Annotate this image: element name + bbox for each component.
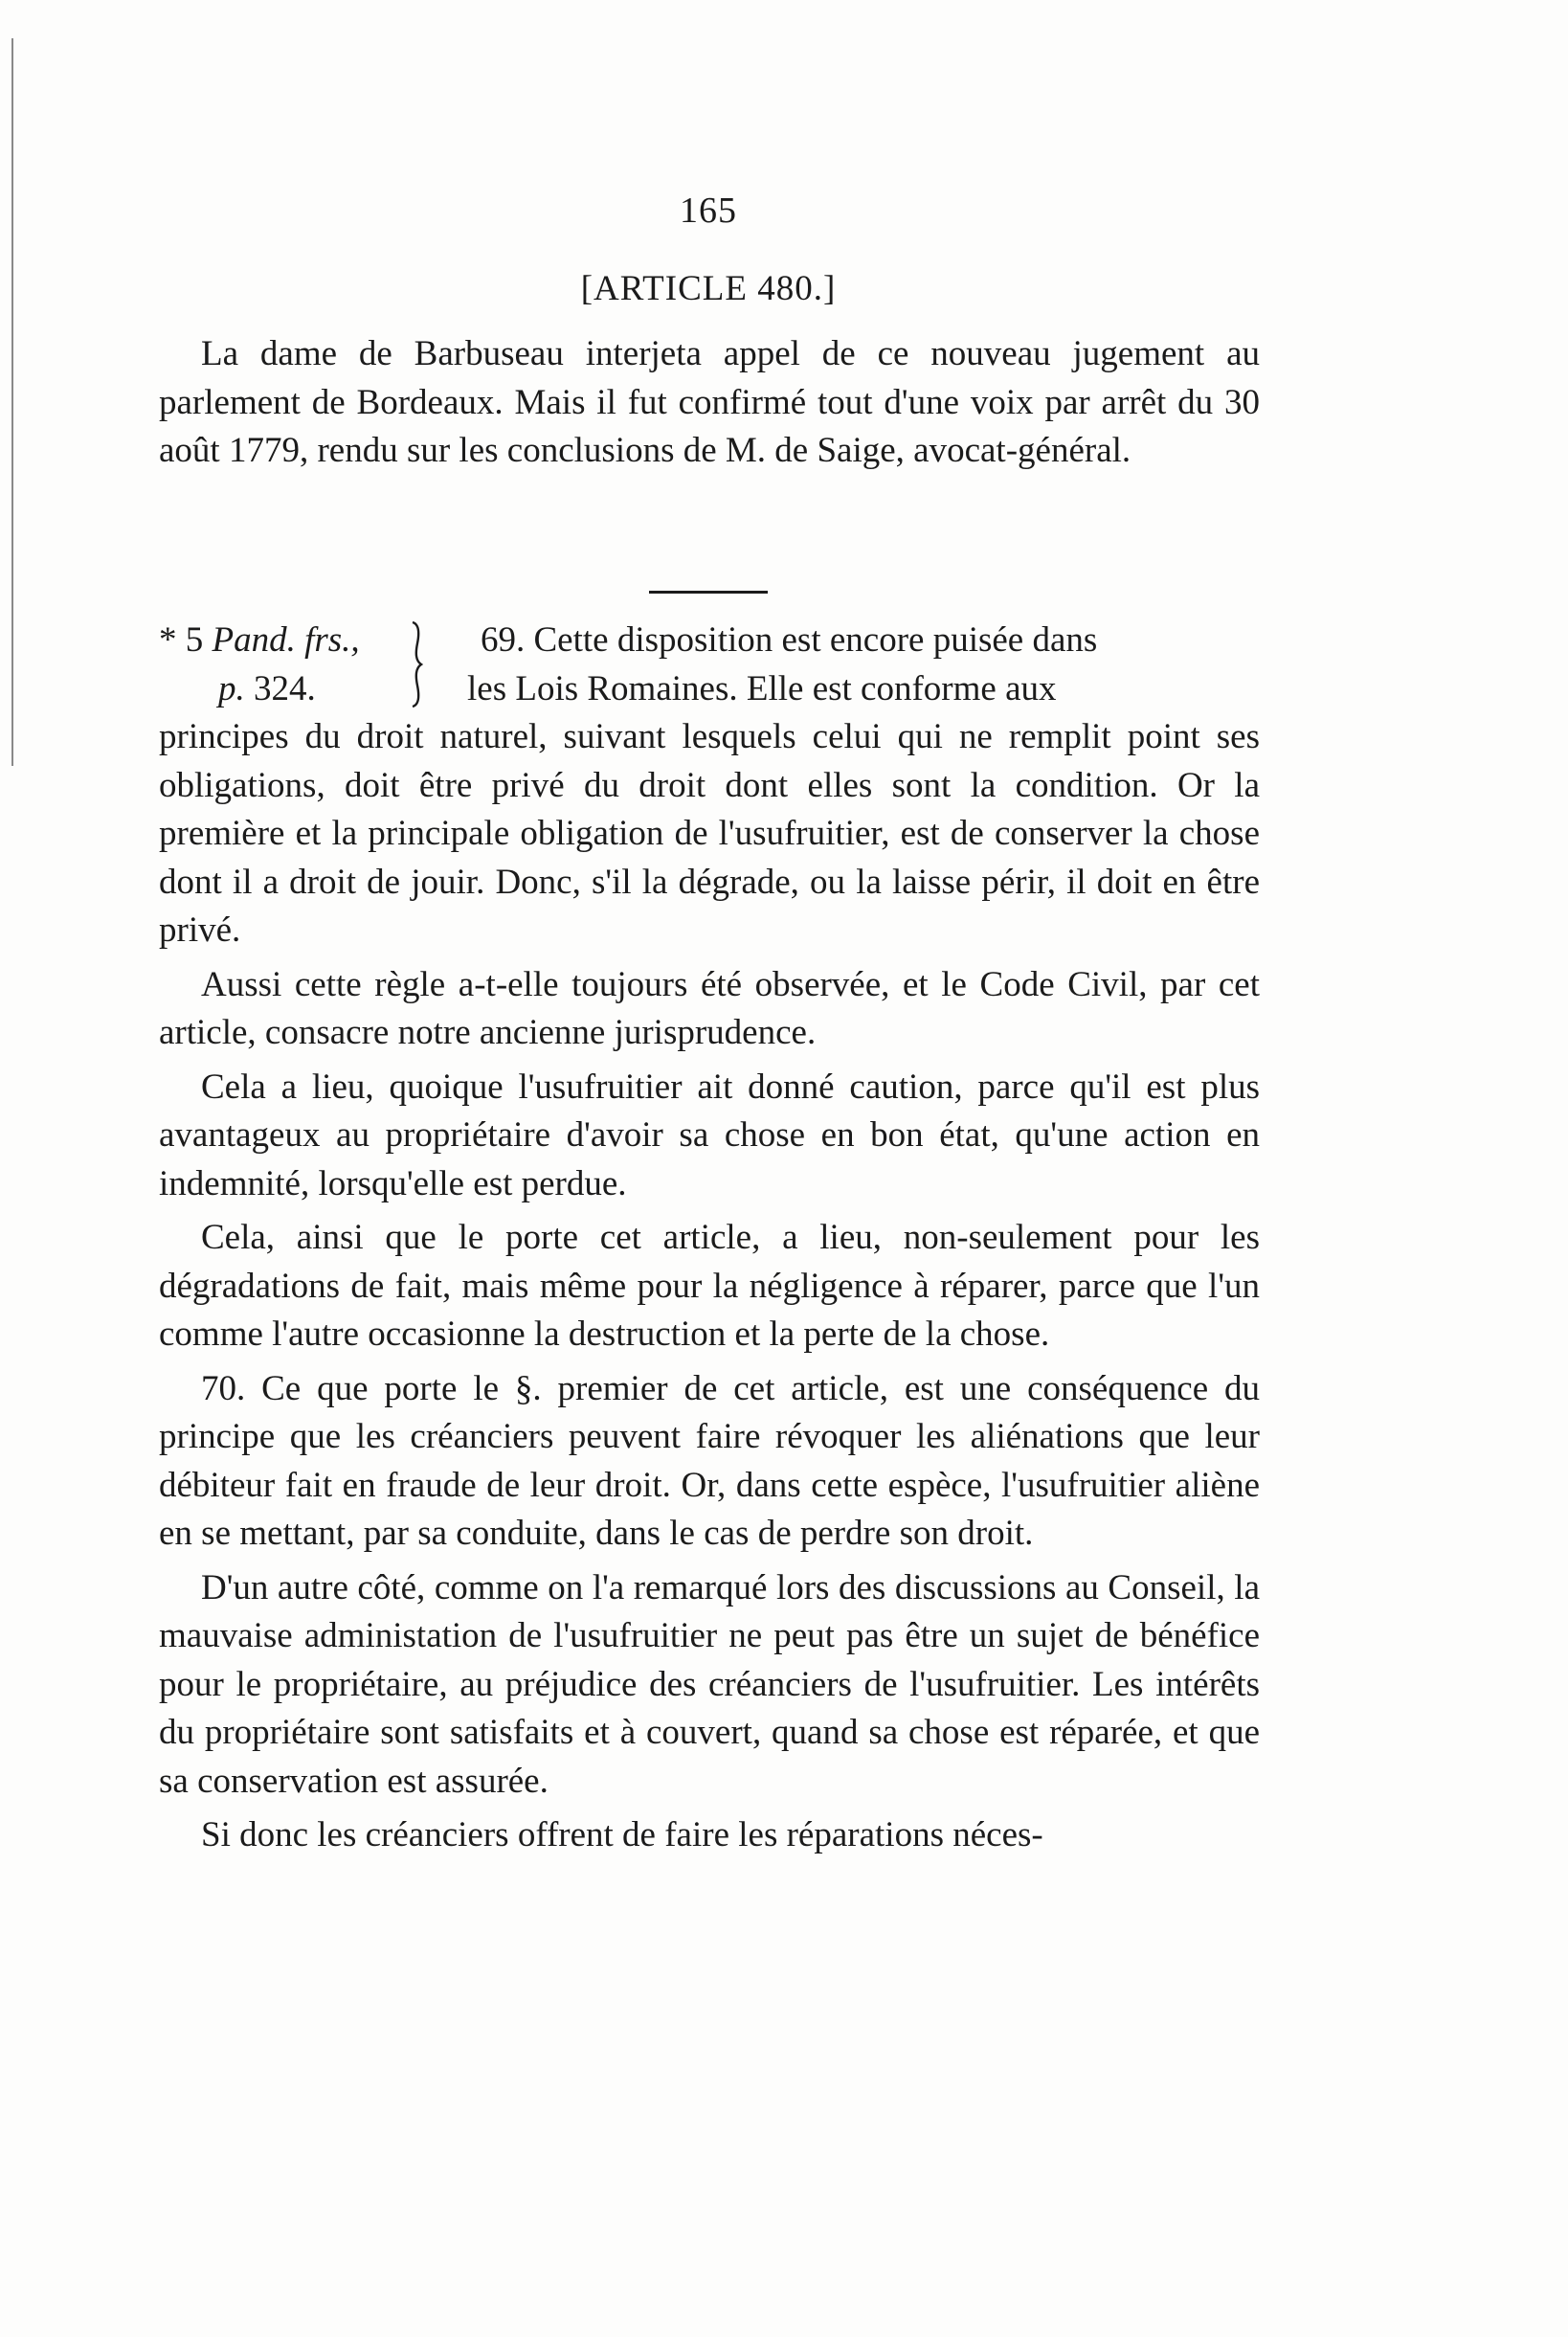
section-69-line-2: les Lois Romaines. Elle est conforme aux	[467, 668, 1057, 708]
paragraph-cela-degradations: Cela, ainsi que le porte cet article, a lieu, non-seulement pour les dégradations de fait, mais même pour la négligence à réparer, parce que l'un comme l'autre occasionne la destruction et la perte de la chose.	[159, 1218, 1260, 1354]
marginal-reference-line-2	[159, 665, 446, 714]
main-text-block	[159, 617, 1260, 1860]
section-69-continuation: principes du droit naturel, suivant lesquels celui qui ne remplit point ses obligations, doit être privé du droit dont elles sont la condition. Or la première et la principale obligation de l'usufruitier, est de conserver la chose dont il a droit de jouir. Donc, s'il la dégrade, ou la laisse périr, il doit en être privé.	[159, 717, 1260, 950]
paragraph-section-70: 70. Ce que porte le §. premier de cet article, est une conséquence du principe que les créanciers peuvent faire révoquer les aliénations que leur débiteur fait en fraude de leur droit. Or, dans cette espèce, l'usufruitier aliène en se mettant, par sa conduite, dans le cas de perdre son droit.	[159, 1368, 1260, 1553]
intro-block	[159, 330, 1260, 476]
binding-edge-line	[11, 38, 13, 766]
section-69-line-1: 69. Cette disposition est encore puisée dans	[481, 620, 1098, 660]
paragraph-aussi: Aussi cette règle a-t-elle toujours été observée, et le Code Civil, par cet article, consacre notre ancienne jurisprudence.	[159, 964, 1260, 1052]
page-number: 165	[680, 191, 737, 231]
curly-brace-icon	[410, 620, 423, 708]
paragraph-autre-cote: D'un autre côté, comme on l'a remarqué lors des discussions au Conseil, la mauvaise administation de l'usufruitier ne peut pas être un sujet de bénéfice pour le propriétaire, au préjudice des créanciers de l'usufruitier. Les intérêts du propriétaire sont satisfaits et à couvert, quand sa chose est réparée, et que sa conservation est assurée.	[159, 1567, 1260, 1801]
marginal-page-value: 324.	[254, 668, 316, 708]
marginal-page-prefix: p.	[218, 668, 245, 708]
marginal-reference	[159, 617, 446, 713]
marginal-source: Pand. frs.,	[212, 620, 360, 660]
marginal-star: * 5	[159, 620, 204, 660]
section-69-first-lines	[467, 617, 1260, 713]
article-heading: [ARTICLE 480.]	[580, 269, 837, 308]
marginal-reference-line-1	[159, 617, 446, 665]
section-69-opening	[159, 617, 1260, 713]
paragraph-si-donc: Si donc les créanciers offrent de faire les réparations néces-	[201, 1815, 1043, 1854]
section-divider-rule	[649, 591, 768, 594]
paragraph-cela-caution: Cela a lieu, quoique l'usufruitier ait donné caution, parce qu'il est plus avantageux au propriétaire d'avoir sa chose en bon état, qu'une action en indemnité, lorsqu'elle est perdue.	[159, 1067, 1260, 1203]
intro-paragraph: La dame de Barbuseau interjeta appel de ce nouveau jugement au parlement de Bordeaux. Mais il fut confirmé tout d'une voix par arrêt du 30 août 1779, rendu sur les conclusions de M. de Saige, avocat-général.	[159, 334, 1260, 470]
